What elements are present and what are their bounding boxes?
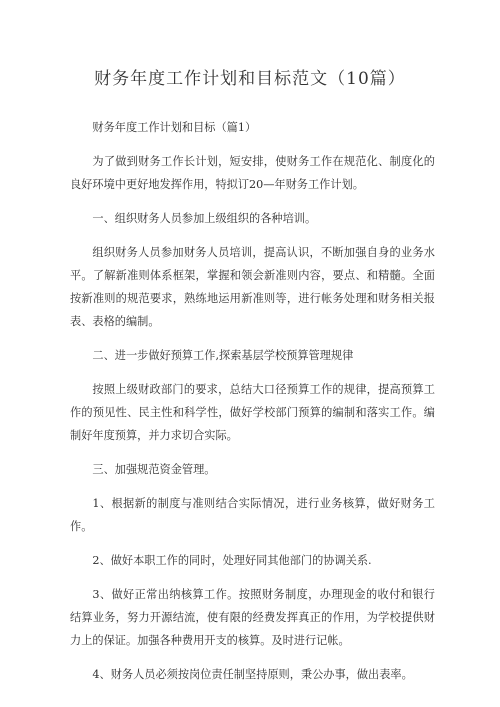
list-heading: 二、进一步做好预算工作,探索基层学校预算管理规律 (92, 349, 354, 362)
document-title: 财务年度工作计划和目标范文（10篇） (94, 69, 406, 89)
section-heading: 财务年度工作计划和目标（篇1） (92, 121, 257, 134)
paragraph: 组织财务人员参加财务人员培训，提高认识，不断加强自身的业务水平。了解新准则体系框架，掌握和领会新准则内容，要点、和精髓。全面按新准则的规范要求，熟练地运用新准则等，进行帐务处理和财务相关报表、表格的编制。 (70, 246, 435, 328)
paragraph: 按照上级财政部门的要求，总结大口径预算工作的规律，提高预算工作的预见性、民主性和科学性，做好学校部门预算的编制和落实工作。编制好年度预算，并力求切合实际。 (70, 383, 435, 442)
list-item: 4、财务人员必须按岗位责任制坚持原则，秉公办事，做出表率。 (92, 668, 413, 681)
list-heading: 三、加强规范资金管理。 (92, 463, 216, 476)
paragraph: 为了做到财务工作长计划，短安排，使财务工作在规范化、制度化的良好环境中更好地发挥作用，特拟订20—年财务工作计划。 (70, 155, 435, 191)
list-heading: 一、组织财务人员参加上级组织的各种培训。 (92, 212, 317, 225)
list-item: 1、根据新的制度与准则结合实际情况，进行业务核算，做好财务工作。 (70, 497, 435, 533)
list-item: 2、做好本职工作的同时，处理好同其他部门的协调关系. (92, 554, 372, 567)
list-item: 3、做好正常出纳核算工作。按照财务制度，办理现金的收付和银行结算业务，努力开源结流，使有限的经费发挥真正的作用，为学校提供财力上的保证。加强各种费用开支的核算。及时进行记帐。 (70, 588, 435, 647)
document-body (70, 116, 435, 697)
